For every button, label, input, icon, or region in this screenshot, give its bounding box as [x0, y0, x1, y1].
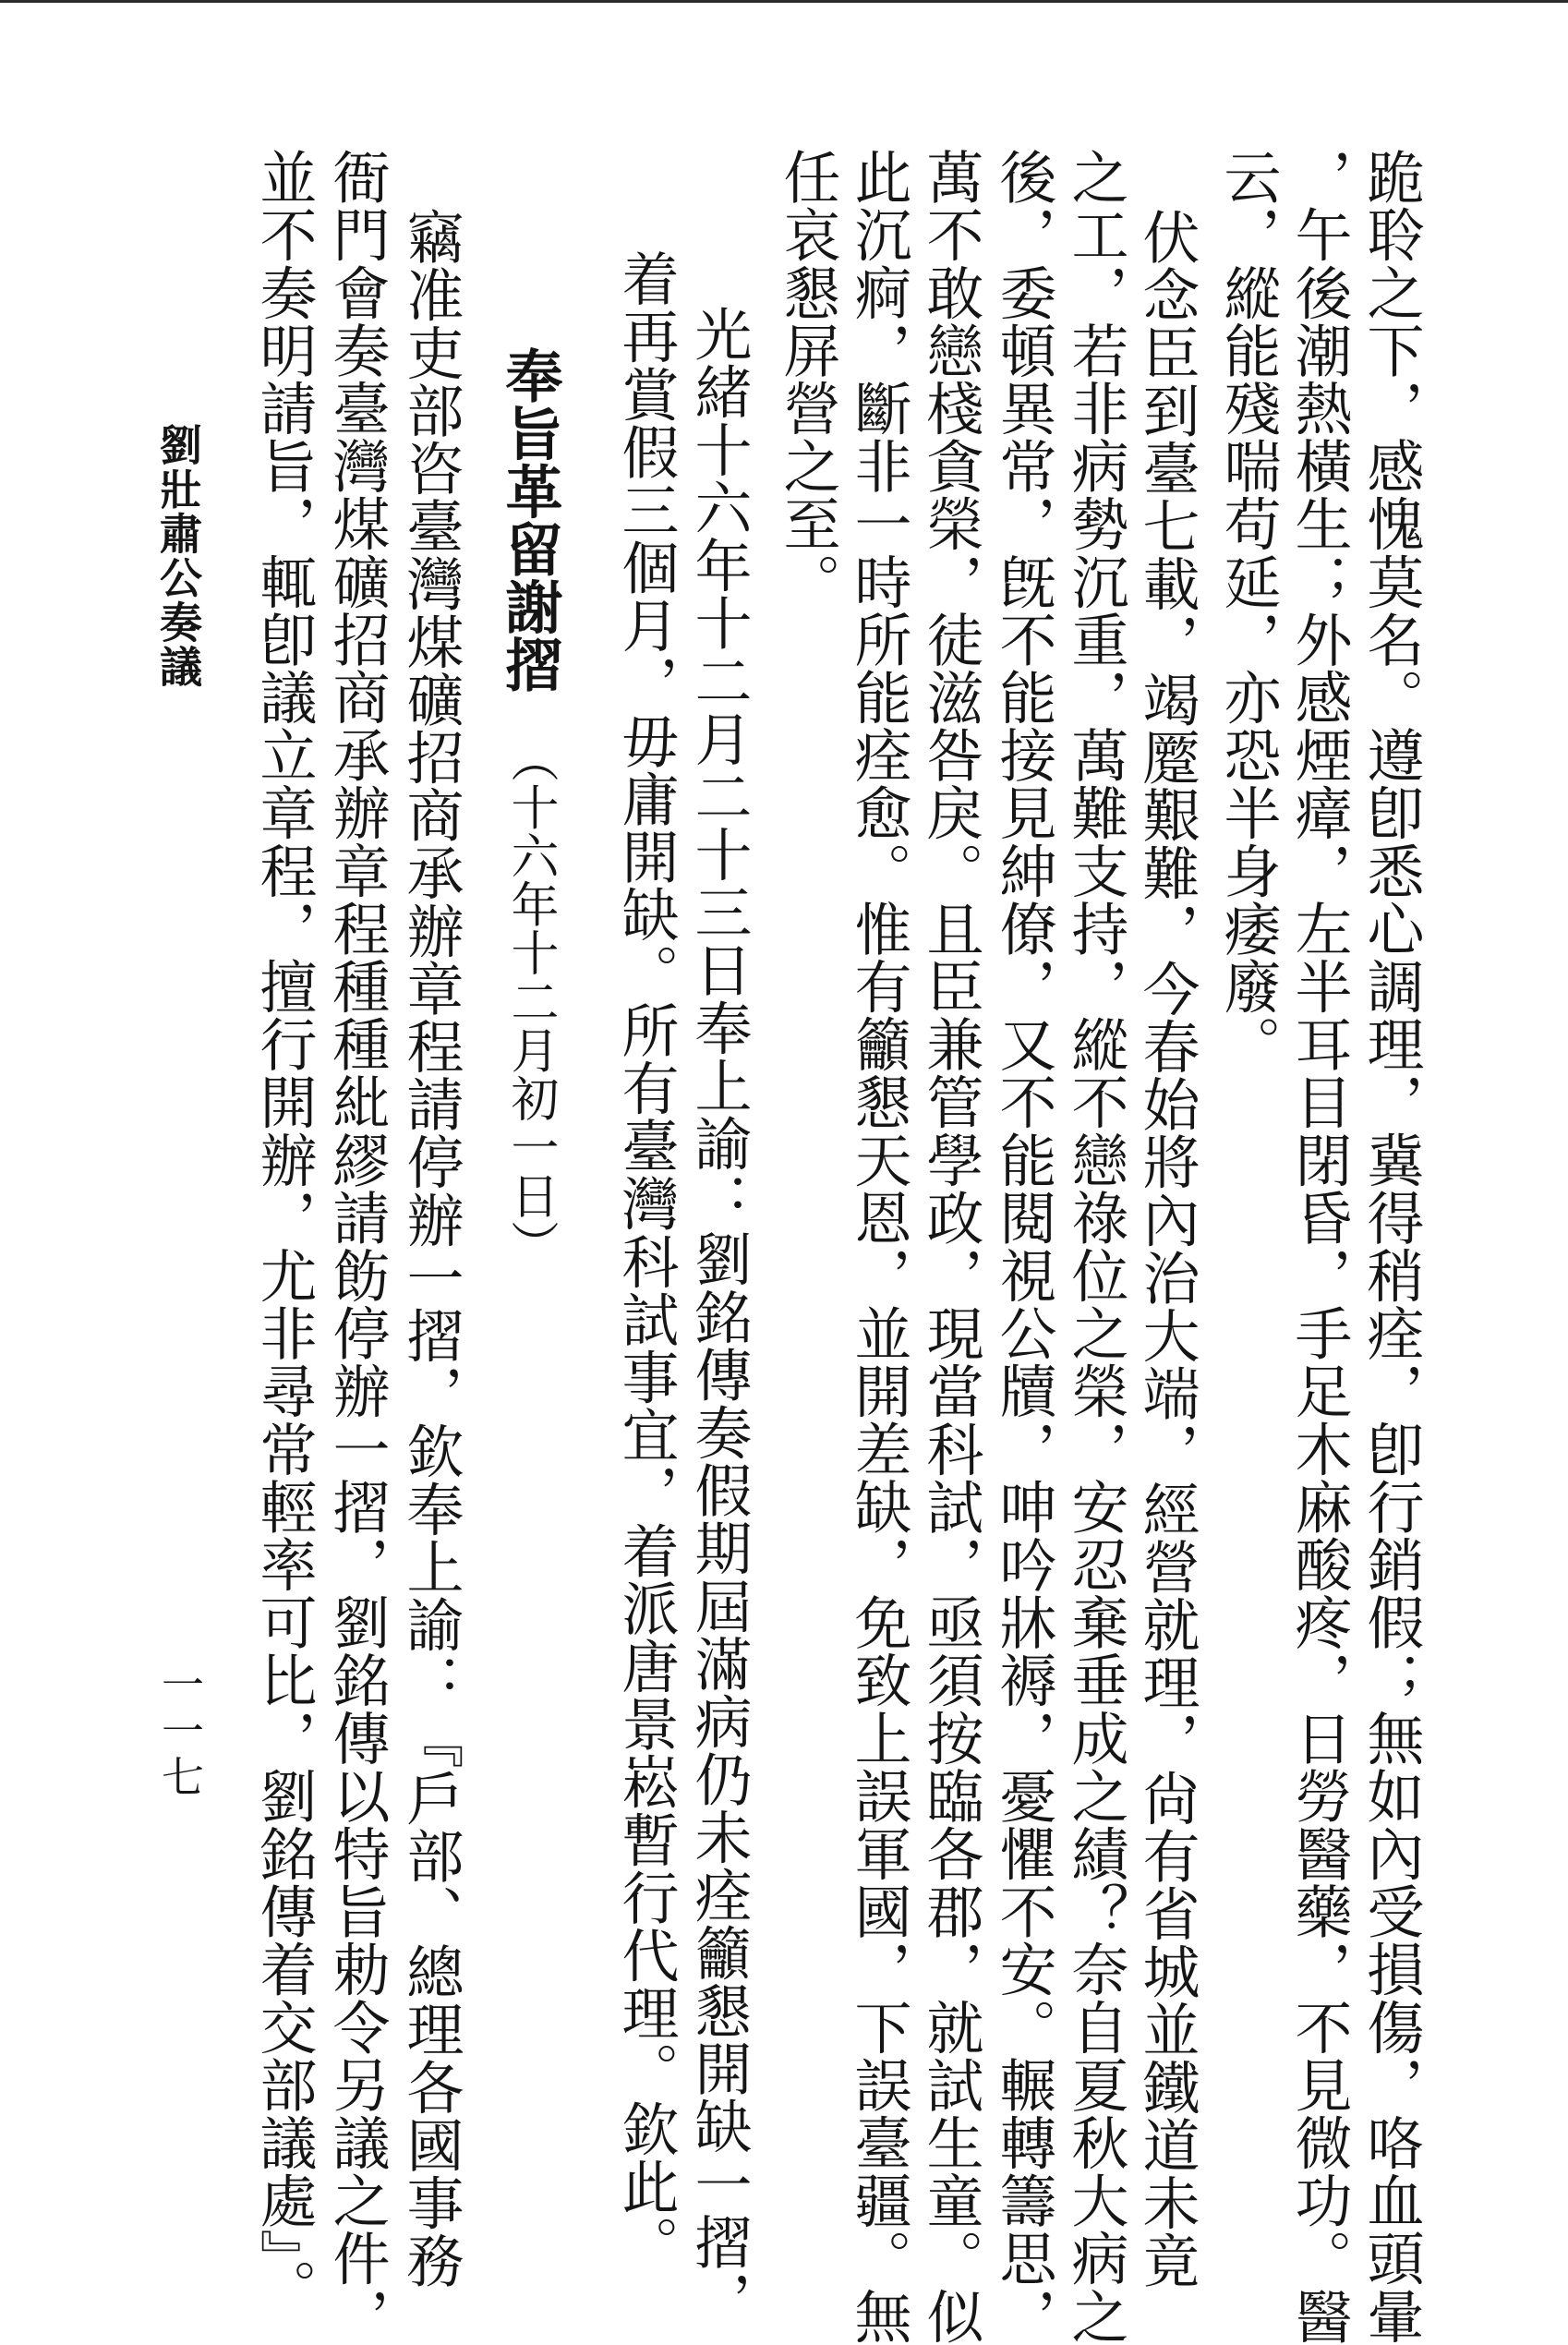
- top-border-rule: [0, 0, 1568, 3]
- memorial-title: 奉旨革留謝摺: [496, 346, 563, 694]
- text-column-12: 竊准吏部咨臺灣煤礦招商承辦章程請停辦一摺，欽奉上諭：『戶部、總理各國事務: [397, 208, 464, 2290]
- text-column-8: 此沉痾，斷非一時所能痊愈。惟有籲懇天恩，並開差缺，免致上誤軍國，下誤臺疆。無: [845, 148, 912, 2345]
- page-number: 一一七: [155, 1662, 205, 1801]
- text-column-10: 光緒十六年十二月二十三日奉上諭：劉銘傳奏假期屆滿病仍未痊籲懇開缺一摺，: [685, 305, 753, 2328]
- text-column-6: 後，委頓異常，旣不能接見紳僚，又不能閱視公牘，呻吟牀褥，憂懼不安。輾轉籌思，: [990, 148, 1057, 2345]
- text-column-5: 之工，若非病勢沉重，萬難支持，縱不戀祿位之榮，安忍棄垂成之績？奈自夏秋大病之: [1062, 148, 1129, 2345]
- text-column-14: 並不奏明請旨，輒卽議立章程，擅行開辦，尤非尋常輕率可比，劉銘傳着交部議處』。: [250, 148, 318, 2316]
- text-column-1: 跪聆之下，感愧莫名。遵卽悉心調理，冀得稍痊，卽行銷假；無如內受損傷，咯血頭暈: [1357, 148, 1425, 2345]
- text-column-11: 着再賞假三個月，毋庸開缺。所有臺灣科試事宜，着派唐景崧暫行代理。欽此。: [612, 249, 680, 2273]
- text-column-9: 任哀懇屏營之至。: [774, 148, 841, 610]
- text-column-4: 伏念臣到臺七載，竭蹷艱難，今春始將內治大端，經營就理，尙有省城並鐵道未竟: [1133, 208, 1200, 2290]
- text-column-3: 云，縱能殘喘苟延，亦恐半身痿廢。: [1214, 148, 1282, 1073]
- running-head: 劉壯肅公奏議: [153, 423, 203, 689]
- text-column-2: ，午後潮熱橫生；外感煙瘴，左半耳目閉昏，手足木麻酸疼，日勞醫藥，不見微功。醫: [1285, 148, 1353, 2345]
- text-column-13: 衙門會奏臺灣煤礦招商承辦章程種種紕繆請飭停辦一摺，劉銘傳以特旨勅令另議之件，: [323, 148, 391, 2345]
- text-column-7: 萬不敢戀棧貪榮，徒滋咎戾。且臣兼管學政，現當科試，亟須按臨各郡，就試生童。似: [917, 148, 984, 2345]
- memorial-date: （十六年十二月初一日）: [502, 734, 558, 1269]
